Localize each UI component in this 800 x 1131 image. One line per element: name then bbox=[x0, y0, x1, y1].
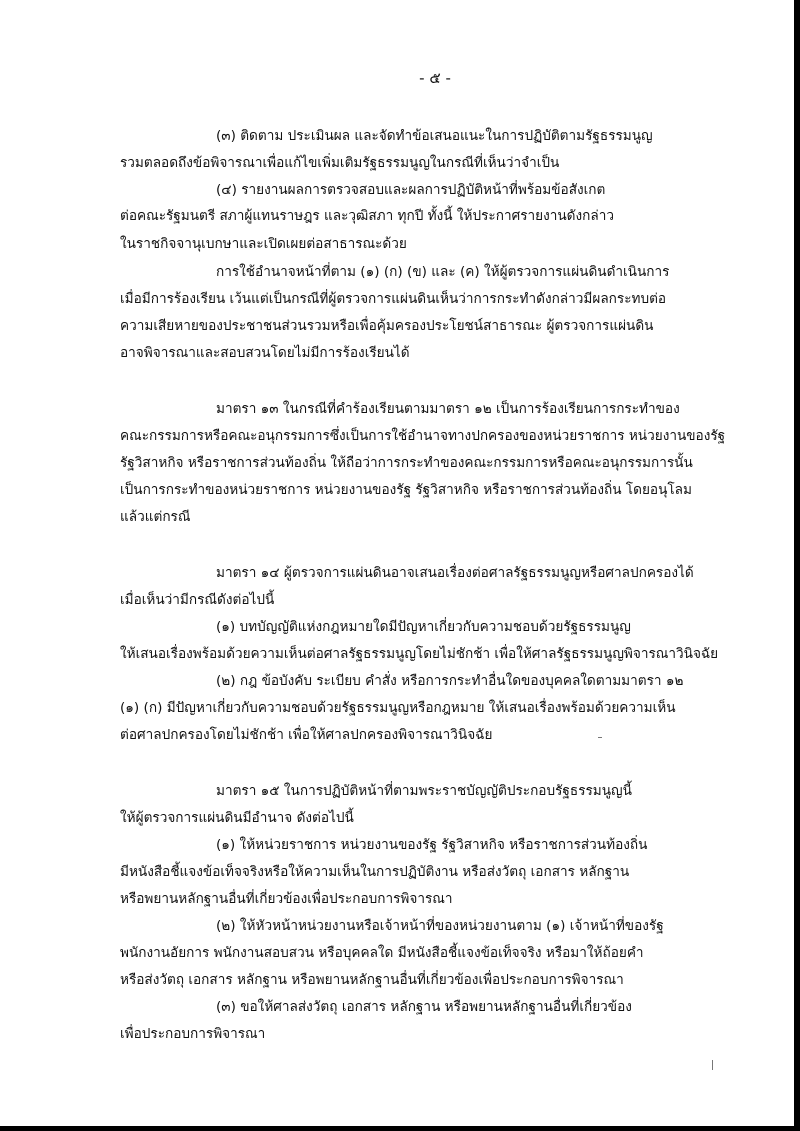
text-line: (๔) รายงานผลการตรวจสอบและผลการปฏิบัติหน้าที่พร้อมข้อสังเกต bbox=[216, 182, 606, 198]
text-line: พนักงานอัยการ พนักงานสอบสวน หรือบุคคลใด มีหนังสือชี้แจงข้อเท็จจริง หรือมาให้ถ้อยคำ bbox=[120, 945, 644, 961]
text-line: มาตรา ๑๕ ในการปฏิบัติหน้าที่ตามพระราชบัญญัติประกอบรัฐธรรมนูญนี้ bbox=[216, 783, 632, 799]
text-line: (๒) ให้หัวหน้าหน่วยงานหรือเจ้าหน้าที่ของหน่วยงานตาม (๑) เจ้าหน้าที่ของรัฐ bbox=[216, 918, 664, 934]
text-line: เมื่อเห็นว่ามีกรณีดังต่อไปนี้ bbox=[120, 592, 275, 608]
text-line: แล้วแต่กรณี bbox=[120, 509, 191, 525]
text-line: ให้เสนอเรื่องพร้อมด้วยความเห็นต่อศาลรัฐธรรมนูญโดยไม่ชักช้า เพื่อให้ศาลรัฐธรรมนูญพิจารณาวินิจฉัย bbox=[120, 646, 719, 662]
text-line: (๑) บทบัญญัติแห่งกฎหมายใดมีปัญหาเกี่ยวกับความชอบด้วยรัฐธรรมนูญ bbox=[216, 619, 631, 635]
scan-speck bbox=[712, 1060, 713, 1070]
text-line: ให้ผู้ตรวจการแผ่นดินมีอำนาจ ดังต่อไปนี้ bbox=[120, 810, 354, 826]
text-line: รวมตลอดถึงข้อพิจารณาเพื่อแก้ไขเพิ่มเติมรัฐธรรมนูญในกรณีที่เห็นว่าจำเป็น bbox=[120, 155, 560, 171]
text-line: คณะกรรมการหรือคณะอนุกรรมการซึ่งเป็นการใช้อำนาจทางปกครองของหน่วยราชการ หน่วยงานของรัฐ bbox=[120, 428, 726, 444]
text-line: ในราชกิจจานุเบกษาและเปิดเผยต่อสาธารณะด้วย bbox=[120, 236, 407, 252]
text-line: (๒) กฎ ข้อบังคับ ระเบียบ คำสั่ง หรือการกระทำอื่นใดของบุคคลใดตามมาตรา ๑๒ bbox=[216, 673, 684, 689]
text-line: รัฐวิสาหกิจ หรือราชการส่วนท้องถิ่น ให้ถือว่าการกระทำของคณะกรรมการหรือคณะอนุกรรมการนั้น bbox=[120, 455, 693, 471]
scan-speck bbox=[598, 737, 602, 738]
scan-edge-bottom bbox=[0, 1126, 800, 1131]
text-line: หรือพยานหลักฐานอื่นที่เกี่ยวข้องเพื่อประกอบการพิจารณา bbox=[120, 891, 453, 907]
text-line: มีหนังสือชี้แจงข้อเท็จจริงหรือให้ความเห็นในการปฏิบัติงาน หรือส่งวัตถุ เอกสาร หลักฐาน bbox=[120, 864, 630, 880]
text-line: มาตรา ๑๔ ผู้ตรวจการแผ่นดินอาจเสนอเรื่องต่อศาลรัฐธรรมนูญหรือศาลปกครองได้ bbox=[216, 565, 694, 581]
text-line: หรือส่งวัตถุ เอกสาร หลักฐาน หรือพยานหลักฐานอื่นที่เกี่ยวข้องเพื่อประกอบการพิจารณา bbox=[120, 972, 624, 988]
text-line: (๓) ติดตาม ประเมินผล และจัดทำข้อเสนอแนะในการปฏิบัติตามรัฐธรรมนูญ bbox=[216, 128, 653, 144]
text-line: มาตรา ๑๓ ในกรณีที่คำร้องเรียนตามมาตรา ๑๒ เป็นการร้องเรียนการกระทำของ bbox=[216, 401, 680, 417]
text-line: อาจพิจารณาและสอบสวนโดยไม่มีการร้องเรียนได้ bbox=[120, 345, 410, 361]
text-line: (๓) ขอให้ศาลส่งวัตถุ เอกสาร หลักฐาน หรือพยานหลักฐานอื่นที่เกี่ยวข้อง bbox=[216, 999, 632, 1015]
text-line: ต่อคณะรัฐมนตรี สภาผู้แทนราษฎร และวุฒิสภา ทุกปี ทั้งนี้ ให้ประกาศรายงานดังกล่าว bbox=[120, 208, 614, 224]
text-line: การใช้อำนาจหน้าที่ตาม (๑) (ก) (ข) และ (ค) ให้ผู้ตรวจการแผ่นดินดำเนินการ bbox=[216, 264, 670, 280]
text-line: เพื่อประกอบการพิจารณา bbox=[120, 1026, 266, 1042]
page-number: - ๕ - bbox=[419, 69, 451, 87]
scan-edge-right bbox=[794, 0, 800, 1131]
text-line: (๑) (ก) มีปัญหาเกี่ยวกับความชอบด้วยรัฐธรรมนูญหรือกฎหมาย ให้เสนอเรื่องพร้อมด้วยความเห็น bbox=[120, 700, 676, 716]
text-line: เมื่อมีการร้องเรียน เว้นแต่เป็นกรณีที่ผู้ตรวจการแผ่นดินเห็นว่าการกระทำดังกล่าวมีผลกระทบต่อ bbox=[120, 291, 667, 307]
text-line: เป็นการกระทำของหน่วยราชการ หน่วยงานของรัฐ รัฐวิสาหกิจ หรือราชการส่วนท้องถิ่น โดยอนุโลม bbox=[120, 482, 692, 498]
text-line: ต่อศาลปกครองโดยไม่ชักช้า เพื่อให้ศาลปกครองพิจารณาวินิจฉัย bbox=[120, 727, 493, 743]
text-line: (๑) ให้หน่วยราชการ หน่วยงานของรัฐ รัฐวิสาหกิจ หรือราชการส่วนท้องถิ่น bbox=[216, 837, 648, 853]
text-line: ความเสียหายของประชาชนส่วนรวมหรือเพื่อคุ้มครองประโยชน์สาธารณะ ผู้ตรวจการแผ่นดิน bbox=[120, 318, 654, 334]
